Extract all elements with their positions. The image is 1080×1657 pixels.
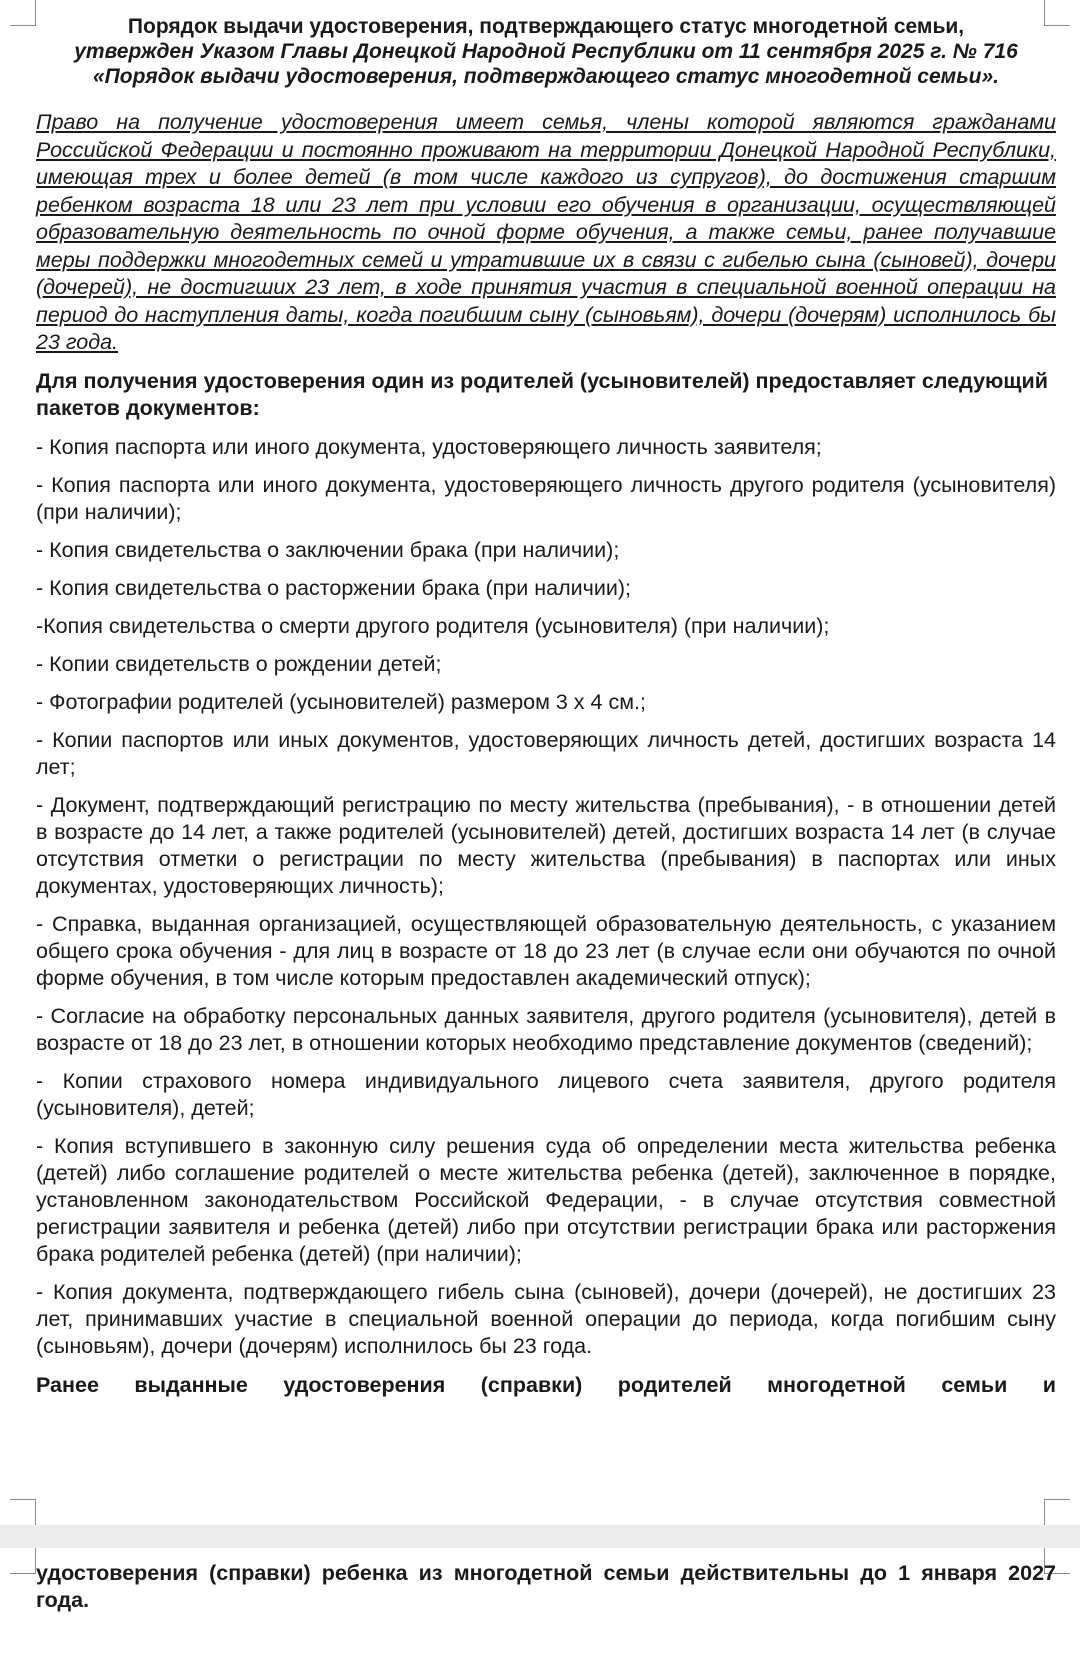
- list-item: - Копии паспортов или иных документов, удостоверяющих личность детей, достигших возраста 14 лет;: [36, 727, 1056, 779]
- list-item: - Фотографии родителей (усыновителей) размером 3 х 4 см.;: [36, 689, 646, 714]
- page-corner-mark: [1044, 1499, 1070, 1525]
- page-content: [36, 1560, 1056, 1614]
- title-line-1: Порядок выдачи удостоверения, подтверждающего статус многодетной семьи,: [127, 15, 965, 38]
- list-item: - Копии свидетельств о рождении детей;: [36, 651, 442, 676]
- list-item: - Копии страхового номера индивидуального лицевого счета заявителя, другого родителя (усыновителя), детей;: [36, 1068, 1056, 1120]
- list-item: - Копия паспорта или иного документа, удостоверяющего личность другого родителя (усыновителя) (при наличии);: [36, 472, 1056, 524]
- list-item: - Копия свидетельства о заключении брака (при наличии);: [36, 537, 620, 562]
- list-item: - Справка, выданная организацией, осуществляющей образовательную деятельность, с указанием общего срока обучения - для лиц в возрасте от 18 до 23 лет (в случае если они обучаются по очной форме обучения, в том числе которым предоставлен академический отпуск);: [36, 911, 1056, 990]
- documents-list: [36, 434, 1056, 1360]
- final-note-part-2: удостоверения (справки) ребенка из многодетной семьи действительны до 1 января 2027 года.: [36, 1561, 1056, 1612]
- document-title: [36, 14, 1056, 89]
- list-item: - Копия свидетельства о расторжении брака (при наличии);: [36, 575, 631, 600]
- document-page-2: [0, 1548, 1080, 1657]
- page-corner-mark: [10, 1548, 36, 1574]
- eligibility-paragraph: Право на получение удостоверения имеет семья, члены которой являются гражданами Российской Федерации и постоянно проживают на территории Донецкой Народной Республики, имеющая трех и более детей (в том числе каждого из супругов), до достижения старшим ребенком возраста 18 или 23 лет при условии его обучения в организации, осуществляющей образовательную деятельность по очной форме обучения, а также семьи, ранее получавшие меры поддержки многодетных семей и утратившие их в связи с гибелью сына (сыновей), дочери (дочерей), не достигших 23 лет, в ходе принятия участия в специальной военной операции на период до наступления даты, когда погибшим сыну (сыновьям), дочери (дочерям) исполнилось бы 23 года.: [36, 110, 1056, 354]
- list-item: -Копия свидетельства о смерти другого родителя (усыновителя) (при наличии);: [36, 613, 830, 638]
- list-item: - Копия документа, подтверждающего гибель сына (сыновей), дочери (дочерей), не достигших 23 лет, принимавших участие в специальной военной операции до периода, когда погибшим сыну (сыновьям), дочери (дочерям) исполнилось бы 23 года.: [36, 1279, 1056, 1358]
- page-content: [36, 14, 1056, 1399]
- documents-intro: Для получения удостоверения один из родителей (усыновителей) предоставляет следующий пакетов документов:: [36, 368, 1048, 420]
- page-corner-mark: [10, 0, 36, 26]
- list-item: - Согласие на обработку персональных данных заявителя, другого родителя (усыновителя), детей в возрасте от 18 до 23 лет, в отношении которых необходимо представление документов (сведений);: [36, 1003, 1056, 1055]
- list-item: - Документ, подтверждающий регистрацию по месту жительства (пребывания), - в отношении детей в возрасте до 14 лет, а также родителей (усыновителей) детей, достигших возраста 14 лет (в случае отсутствия отметки о регистрации по месту жительства (пребывания) в паспортах или иных документах, удостоверяющих личность);: [36, 792, 1056, 898]
- title-line-2: утвержден Указом Главы Донецкой Народной Республики от 11 сентября 2025 г. № 716: [74, 40, 1018, 63]
- final-note-part-1: Ранее выданные удостоверения (справки) родителей многодетной семьи и: [36, 1372, 1056, 1397]
- list-item: - Копия вступившего в законную силу решения суда об определении места жительства ребенка (детей) либо соглашение родителей о месте жительства ребенка (детей), заключенное в порядке, установленном законодательством Российской Федерации, - в случае отсутствия совместной регистрации заявителя и ребенка (детей) либо при отсутствии регистрации брака или расторжения брака родителей ребенка (детей) (при наличии);: [36, 1133, 1056, 1266]
- page-corner-mark: [10, 1499, 36, 1525]
- title-line-3: «Порядок выдачи удостоверения, подтверждающего статус многодетной семьи».: [92, 65, 1000, 88]
- list-item: - Копия паспорта или иного документа, удостоверяющего личность заявителя;: [36, 434, 822, 459]
